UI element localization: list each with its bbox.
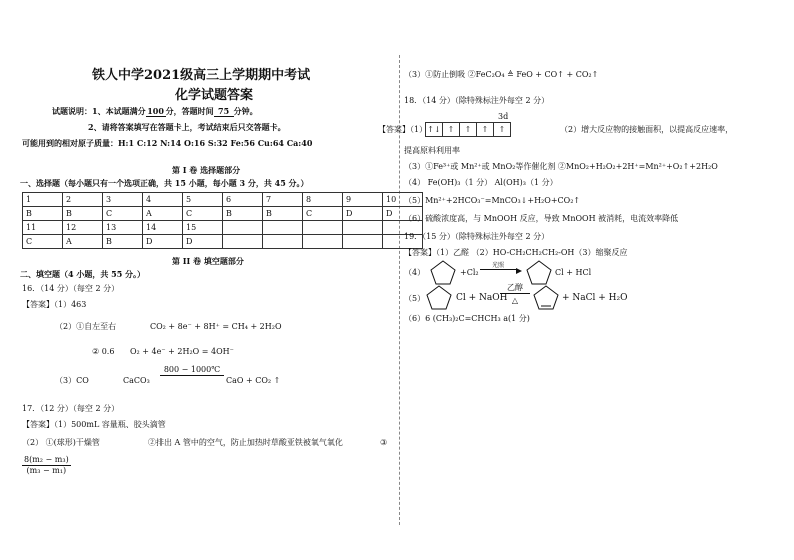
table-cell: C xyxy=(23,235,63,249)
q19-answer-5-label: （5） xyxy=(404,294,426,303)
q19-answer-4-condition: 光照 xyxy=(480,260,516,270)
page-title: 铁人中学2021级高三上学期期中考试 xyxy=(92,68,311,83)
orbital-box: ↑ xyxy=(443,123,460,137)
q16-answer-2b-label: ② 0.6 xyxy=(92,347,115,356)
note1-prefix: 试题说明：1、本试题满分 xyxy=(52,106,146,116)
q17-header: 17．（12 分）（每空 2 分） xyxy=(22,404,120,413)
q18-answer-4: （4） Fe(OH)₃（1 分） Al(OH)₃（1 分） xyxy=(404,178,558,187)
table-cell: B xyxy=(103,235,143,249)
part1-section-title: 一、选择题（每小题只有一个选项正确，共 15 小题，每小题 3 分，共 45 分。） xyxy=(20,178,309,188)
orbital-box: ↑↓ xyxy=(426,123,443,137)
table-cell xyxy=(263,221,303,235)
table-cell: 5 xyxy=(183,193,223,207)
table-cell xyxy=(303,221,343,235)
q18-answer-5: （5）Mn²⁺+2HCO₃⁻=MnCO₃↓+H₂O+CO₂↑ xyxy=(404,196,581,205)
q19-answer-5-condition-bottom: △ xyxy=(511,296,519,305)
q18-header: 18．（14 分）（除特殊标注外每空 2 分） xyxy=(404,96,550,105)
table-cell: 13 xyxy=(103,221,143,235)
table-cell: 10 xyxy=(383,193,423,207)
table-cell: D xyxy=(183,235,223,249)
q17-fraction-denominator: (m₃ − m₁) xyxy=(26,466,67,475)
note1-time: 75 xyxy=(214,106,234,117)
orbital-label: 3d xyxy=(498,112,509,121)
exam-note-2: 2、请将答案填写在答题卡上，考试结束后只交答题卡。 xyxy=(88,122,286,132)
q19-answer-1: 【答案】（1）乙醛 （2）HO-CH₂CH₂CH₂-OH（3）缩聚反应 xyxy=(404,248,628,257)
table-row xyxy=(23,235,423,249)
orbital-box: ↑ xyxy=(494,123,511,137)
table-cell: C xyxy=(183,207,223,221)
table-cell xyxy=(343,235,383,249)
arrow-head-icon xyxy=(516,268,522,274)
table-cell: 15 xyxy=(183,221,223,235)
q19-answer-4-reagent: +Cl₂ xyxy=(460,268,479,277)
table-cell: C xyxy=(303,207,343,221)
table-cell: A xyxy=(63,235,103,249)
table-row xyxy=(23,207,423,221)
table-cell: 12 xyxy=(63,221,103,235)
page-subtitle: 化学试题答案 xyxy=(175,88,254,103)
q19-answer-5-right: + NaCl + H₂O xyxy=(562,293,628,303)
table-cell: D xyxy=(383,207,423,221)
q18-answer-1-prefix: 【答案】（1） xyxy=(378,125,428,134)
q18-answer-6: （6）硫酸浓度高，与 MnOOH 反应，导致 MnOOH 被消耗，电流效率降低 xyxy=(404,214,679,223)
table-cell: 6 xyxy=(223,193,263,207)
table-cell: 1 xyxy=(23,193,63,207)
table-cell: B xyxy=(63,207,103,221)
part2-heading: 第 II 卷 填空题部分 xyxy=(172,256,244,266)
table-cell: 2 xyxy=(63,193,103,207)
table-cell xyxy=(303,235,343,249)
part1-heading: 第 I 卷 选择题部分 xyxy=(172,165,241,175)
q18-answer-3: （3）①Fe³⁺或 Mn²⁺或 MnO₂等作催化剂 ②MnO₂+H₂O₂+2H⁺=Mn²⁺+O₂↑+2H₂O xyxy=(404,162,718,171)
orbital-box: ↑ xyxy=(460,123,477,137)
table-cell xyxy=(223,235,263,249)
q17-answer-3: （3）①防止倒吸 ②FeC₂O₄ ≜ FeO + CO↑ + CO₂↑ xyxy=(404,70,599,79)
q16-answer-3-left: CaCO₃ xyxy=(123,376,150,385)
table-cell xyxy=(263,235,303,249)
q16-answer-2-label: （2）①自左至右 xyxy=(55,322,117,331)
q18-answer-1-cont: 提高原料利用率 xyxy=(404,146,460,155)
q16-answer-3-right: CaO + CO₂ ↑ xyxy=(226,376,281,385)
q18-answer-1-suffix: （2）增大反应物的接触面积，以提高反应速率， xyxy=(560,125,734,134)
q17-answer-1: 【答案】（1）500mL 容量瓶、胶头滴管 xyxy=(22,420,166,429)
q17-fraction-numerator: 8(m₂ − m₃) xyxy=(24,455,69,464)
q19-answer-5-left: Cl + NaOH xyxy=(456,293,508,303)
q17-answer-2-part2: ②排出 A 管中的空气，防止加热时草酸亚铁被氧气氧化 xyxy=(148,438,343,447)
q16-answer-3-condition: 800 − 1000℃ xyxy=(160,365,224,376)
q16-header: 16．（14 分）（每空 2 分） xyxy=(22,284,120,293)
q17-answer-2-part1: （2） ①(球形)干燥管 xyxy=(22,438,100,447)
table-cell: A xyxy=(143,207,183,221)
orbital-box: ↑ xyxy=(477,123,494,137)
table-cell: B xyxy=(223,207,263,221)
table-row xyxy=(23,221,423,235)
note1-score: 100 xyxy=(147,106,164,116)
q19-header: 19．（15 分）（除特殊标注外每空 2 分） xyxy=(404,232,550,241)
q19-answer-4-label: （4） xyxy=(404,268,426,277)
exam-note-1 xyxy=(52,106,258,117)
table-cell: D xyxy=(143,235,183,249)
cyclopentene-ring-icon xyxy=(531,283,561,311)
cyclopentane-ring-icon xyxy=(428,258,458,286)
table-cell xyxy=(223,221,263,235)
table-cell: B xyxy=(263,207,303,221)
q19-answer-5-condition-top: 乙醇 xyxy=(500,283,530,294)
note1-suffix: 分钟。 xyxy=(233,106,258,116)
table-cell: C xyxy=(103,207,143,221)
q19-answer-4-product: Cl + HCl xyxy=(555,268,592,277)
table-cell: B xyxy=(23,207,63,221)
cyclopentane-ring-icon xyxy=(424,283,454,311)
table-cell: 8 xyxy=(303,193,343,207)
q19-answer-6: （6）6 (CH₃)₂C=CHCH₃ a(1 分) xyxy=(404,314,530,323)
table-row xyxy=(23,193,423,207)
table-cell: 9 xyxy=(343,193,383,207)
atomic-masses: 可能用到的相对原子质量：H:1 C:12 N:14 O:16 S:32 Fe:56 Cu:64 Ca:40 xyxy=(22,138,313,148)
table-cell xyxy=(343,221,383,235)
cyclopentane-ring-icon xyxy=(524,258,554,286)
table-cell: 11 xyxy=(23,221,63,235)
q16-answer-2b-equation: O₂ + 4e⁻ + 2H₂O = 4OH⁻ xyxy=(130,347,234,356)
answer-table xyxy=(22,192,423,249)
table-cell: D xyxy=(343,207,383,221)
table-cell: 4 xyxy=(143,193,183,207)
q16-answer-2-equation: CO₂ + 8e⁻ + 8H⁺ = CH₄ + 2H₂O xyxy=(150,322,282,331)
table-cell: 7 xyxy=(263,193,303,207)
q16-answer-3-label: （3）CO xyxy=(55,376,89,385)
note1-mid: 分，答题时间 xyxy=(165,106,214,116)
q16-answer-1: 【答案】（1）463 xyxy=(22,300,87,309)
orbital-diagram xyxy=(425,122,511,137)
table-cell: 3 xyxy=(103,193,143,207)
q17-fraction xyxy=(22,455,71,476)
table-cell: 14 xyxy=(143,221,183,235)
part2-section-title: 二、填空题（4 小题，共 55 分。） xyxy=(20,269,146,279)
q17-answer-2-part3: ③ xyxy=(380,438,388,447)
